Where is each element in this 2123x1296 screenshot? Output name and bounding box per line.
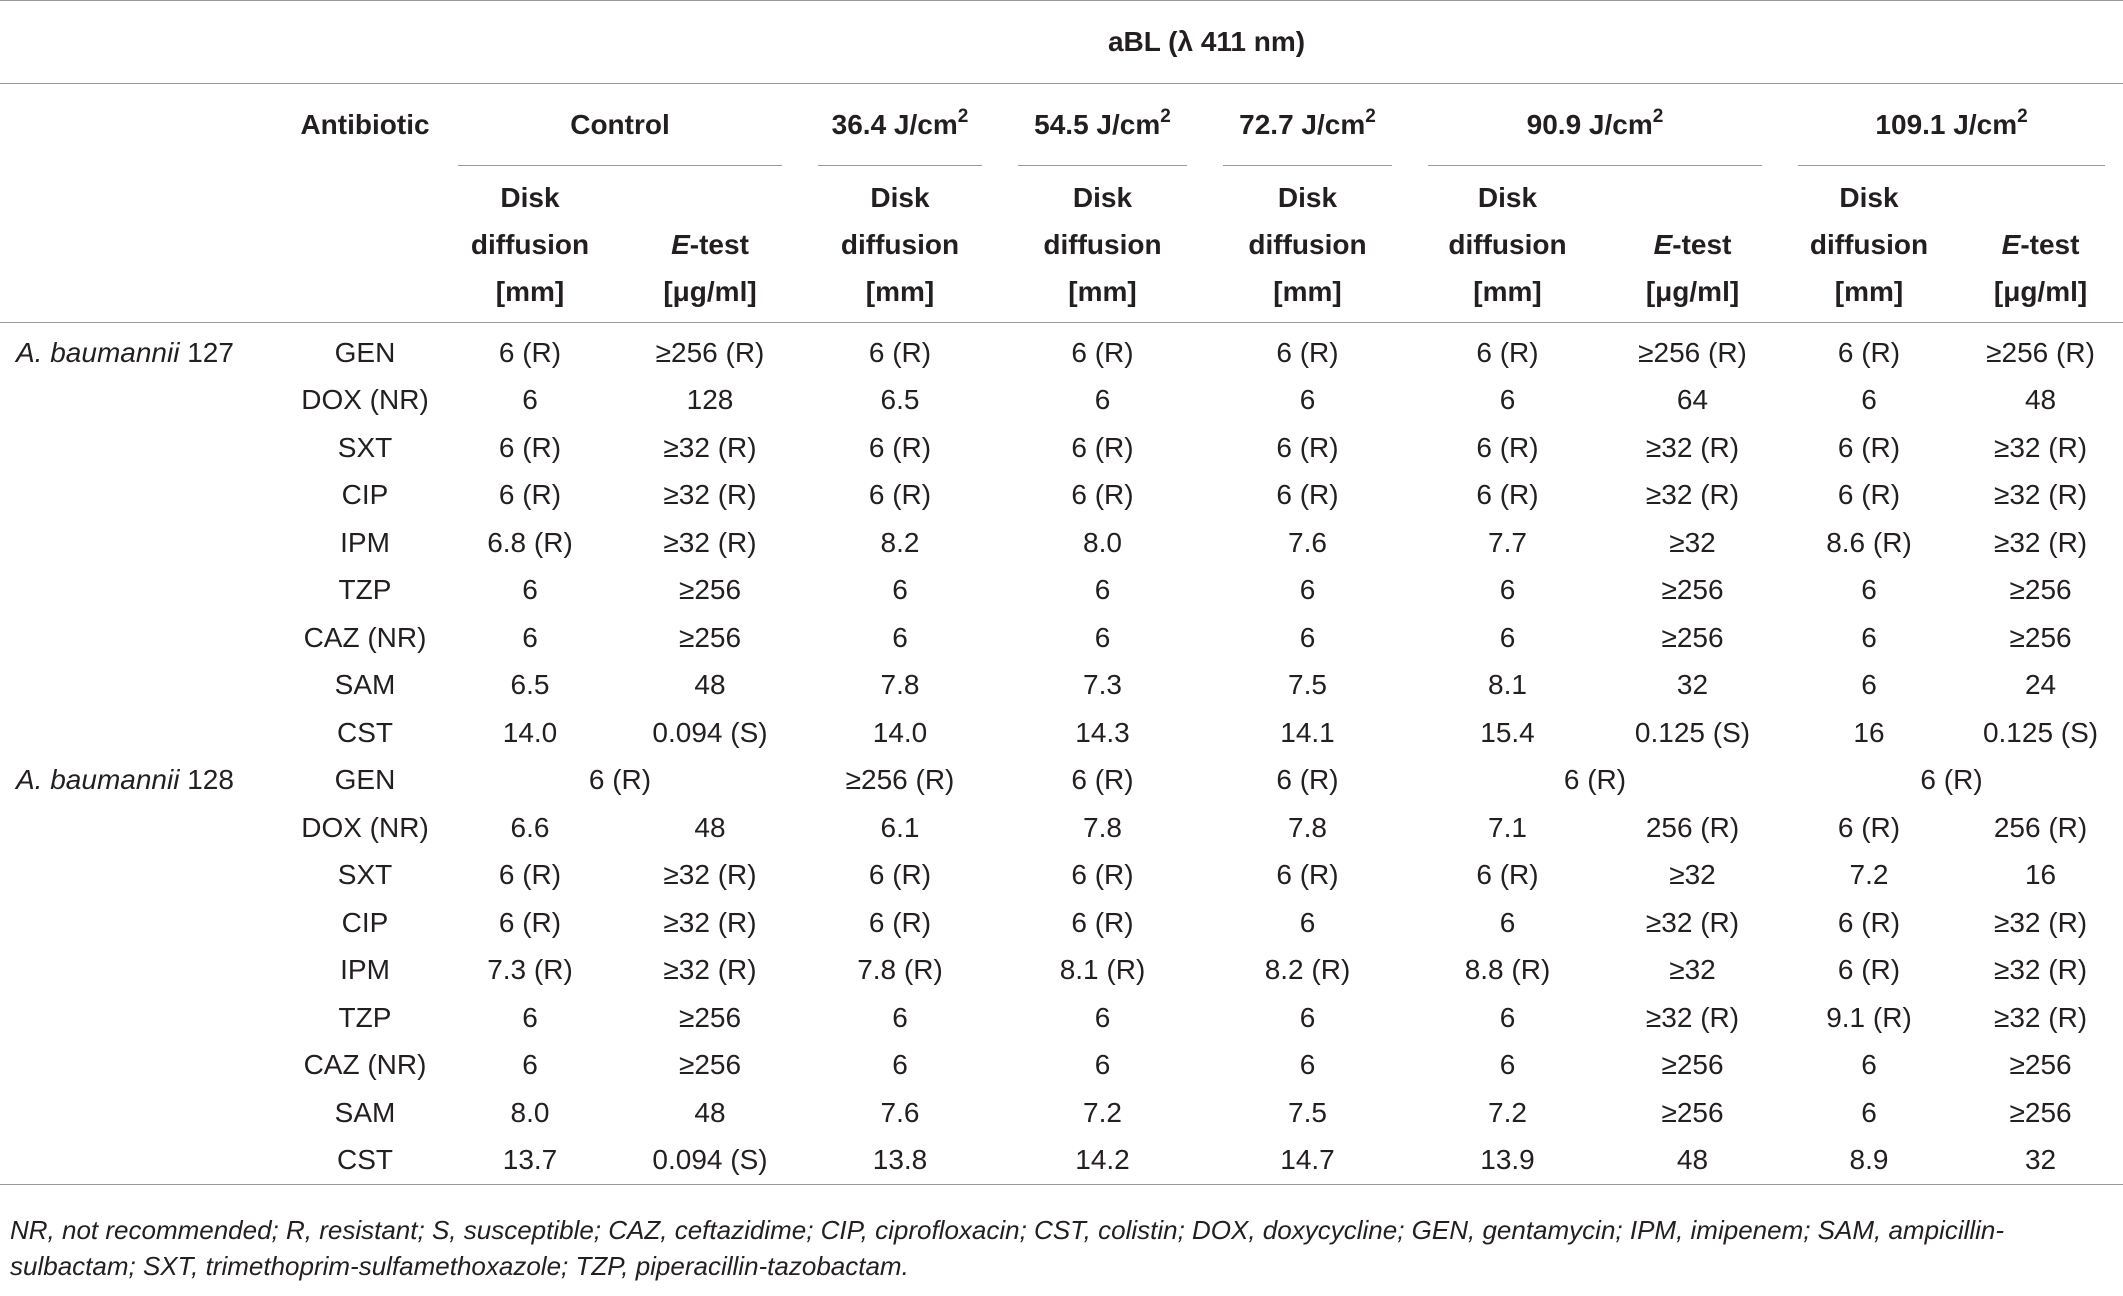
disk-diffusion-header: Disk diffusion [mm] bbox=[1205, 166, 1410, 323]
table-row bbox=[0, 804, 2123, 852]
table-cell: 6 (R) bbox=[1476, 479, 1539, 511]
empty-cell bbox=[0, 899, 290, 947]
table-cell: 7.6 bbox=[1288, 526, 1327, 558]
table-cell: 8.9 bbox=[1780, 1137, 1958, 1185]
table-cell: 6.1 bbox=[880, 811, 920, 843]
table-cell: 256 (R) bbox=[1645, 811, 1740, 843]
antibiotic-cell: GEN bbox=[334, 764, 396, 796]
table-row bbox=[0, 899, 2123, 947]
table-cell: 7.5 bbox=[1288, 1096, 1327, 1128]
table-cell: 7.6 bbox=[880, 1096, 920, 1128]
table-cell: ≥256 bbox=[678, 621, 742, 653]
table-row bbox=[0, 994, 2123, 1042]
table-cell: ≥256 bbox=[1661, 621, 1724, 653]
table-cell: ≥32 (R) bbox=[663, 526, 757, 558]
table-cell: 6 (R) bbox=[1476, 431, 1539, 463]
table-cell: 0.094 (S) bbox=[620, 1137, 800, 1185]
table-cell: 6 (R) bbox=[1276, 336, 1339, 368]
antibiotic-cell: CAZ (NR) bbox=[303, 621, 427, 653]
table-cell: 6 (R) bbox=[1837, 906, 1901, 938]
table-cell: 0.125 (S) bbox=[1982, 716, 2099, 748]
table-cell: 7.5 bbox=[1288, 669, 1327, 701]
empty-cell bbox=[0, 519, 290, 567]
antibiotic-cell: DOX (NR) bbox=[301, 384, 429, 416]
table-cell: 6 (R) bbox=[1837, 479, 1901, 511]
disk-diffusion-header: Disk diffusion [mm] bbox=[1780, 166, 1958, 323]
table-cell: ≥256 bbox=[1661, 574, 1724, 606]
table-cell: 6 bbox=[522, 384, 538, 416]
table-row bbox=[0, 1089, 2123, 1137]
e-test-header: E-test [μg/ml] bbox=[620, 166, 800, 323]
table-cell: 6 bbox=[1499, 384, 1516, 416]
table-cell: 7.2 bbox=[1083, 1096, 1122, 1128]
table-row bbox=[0, 662, 2123, 710]
table-cell: 6 bbox=[892, 1049, 908, 1081]
table-cell: 6 (R) bbox=[1476, 859, 1539, 891]
table-cell: 8.1 bbox=[1488, 669, 1527, 701]
table-cell: 6 (R) bbox=[1920, 764, 1983, 796]
antibiotic-header: Antibiotic bbox=[300, 109, 430, 140]
table-cell: 6 (R) bbox=[1276, 431, 1339, 463]
table-cell: 6 (R) bbox=[868, 431, 932, 463]
table-cell: 6 (R) bbox=[498, 859, 562, 891]
table-cell: 7.2 bbox=[1849, 859, 1889, 891]
e-test-header: E-test [μg/ml] bbox=[1958, 166, 2123, 323]
antibiotic-cell: SXT bbox=[337, 431, 393, 463]
table-cell: 6 bbox=[1299, 1001, 1316, 1033]
table-row bbox=[0, 1137, 2123, 1185]
table-cell: 6 bbox=[1499, 574, 1516, 606]
table-cell: 48 bbox=[694, 811, 726, 843]
table-cell: 6.5 bbox=[510, 669, 550, 701]
table-cell: ≥256 (R) bbox=[1638, 336, 1747, 368]
table-cell: 6 bbox=[1094, 384, 1111, 416]
table-cell: 6 bbox=[1299, 906, 1316, 938]
table-cell: 48 bbox=[694, 669, 726, 701]
empty-cell bbox=[0, 709, 290, 757]
table-cell: 16 bbox=[2024, 859, 2057, 891]
table-cell: ≥256 bbox=[1661, 1049, 1724, 1081]
table-row bbox=[0, 709, 2123, 757]
table-cell: 6 (R) bbox=[498, 906, 562, 938]
group-title: aBL (λ 411 nm) bbox=[290, 1, 2123, 84]
table-cell: 6.5 bbox=[880, 384, 920, 416]
disk-diffusion-header: Disk diffusion [mm] bbox=[1000, 166, 1205, 323]
table-cell: 6 (R) bbox=[1071, 859, 1134, 891]
table-cell: 8.2 (R) bbox=[1264, 954, 1351, 986]
table-cell: 6 (R) bbox=[498, 431, 562, 463]
table-cell: 6 bbox=[1499, 621, 1516, 653]
table-cell: 6 (R) bbox=[588, 764, 652, 796]
antibiotic-cell: CIP bbox=[341, 479, 389, 511]
table-cell: 8.8 (R) bbox=[1464, 954, 1551, 986]
table-cell: ≥32 (R) bbox=[1993, 906, 2088, 938]
table-cell: 6 (R) bbox=[498, 479, 562, 511]
table-cell: 6 bbox=[1861, 384, 1877, 416]
table-cell: 6 (R) bbox=[1563, 764, 1627, 796]
table-cell: 256 (R) bbox=[1993, 811, 2088, 843]
table-cell: 48 bbox=[1605, 1137, 1780, 1185]
table-cell: 6 (R) bbox=[868, 906, 932, 938]
table-row bbox=[0, 519, 2123, 567]
table-cell: 8.6 (R) bbox=[1826, 526, 1912, 558]
table-cell: 6.8 (R) bbox=[487, 526, 573, 558]
dose-header: 36.4 $J/cm^2$ bbox=[800, 84, 1000, 167]
table-cell: 8.0 bbox=[1083, 526, 1122, 558]
table-cell: 14.0 bbox=[872, 716, 928, 748]
table-cell: 6 bbox=[1094, 1001, 1111, 1033]
table-cell: 14.2 bbox=[1000, 1137, 1205, 1185]
table-cell: 6 bbox=[1094, 1049, 1111, 1081]
antibiotic-cell: IPM bbox=[340, 526, 390, 558]
table-row bbox=[0, 1042, 2123, 1090]
antibiotic-cell: CST bbox=[290, 1137, 440, 1185]
table-cell: 6 (R) bbox=[1837, 954, 1901, 986]
table-cell: 13.7 bbox=[440, 1137, 620, 1185]
table-cell: 13.9 bbox=[1410, 1137, 1605, 1185]
table-cell: 6.6 bbox=[510, 811, 550, 843]
table-cell: 6 bbox=[1094, 621, 1111, 653]
table-cell: 6 bbox=[1299, 574, 1316, 606]
table-cell: 6 bbox=[1499, 906, 1516, 938]
control-header: Control bbox=[440, 84, 800, 167]
disk-diffusion-header: Disk diffusion [mm] bbox=[440, 166, 620, 323]
table-cell: ≥32 (R) bbox=[1645, 431, 1740, 463]
empty-cell bbox=[0, 1089, 290, 1137]
table-cell: ≥256 (R) bbox=[1986, 336, 2095, 368]
table-cell: ≥256 bbox=[2009, 574, 2072, 606]
table-cell: 6 (R) bbox=[1276, 479, 1339, 511]
table-cell: 14.7 bbox=[1205, 1137, 1410, 1185]
table-cell: 0.125 (S) bbox=[1634, 716, 1751, 748]
table-cell: 6 (R) bbox=[1276, 859, 1339, 891]
table-cell: 6 (R) bbox=[1071, 431, 1134, 463]
antibiotic-cell: TZP bbox=[338, 1001, 392, 1033]
table-row bbox=[0, 757, 2123, 805]
dose-header: 54.5 $J/cm^2$ bbox=[1000, 84, 1205, 167]
table-cell: ≥256 bbox=[1661, 1096, 1724, 1128]
table-cell: 6 (R) bbox=[1071, 906, 1134, 938]
antibiotic-cell: SXT bbox=[337, 859, 393, 891]
antibiotic-cell: TZP bbox=[338, 574, 392, 606]
table-cell: 7.8 (R) bbox=[857, 954, 943, 986]
disk-diffusion-header: Disk diffusion [mm] bbox=[1410, 166, 1605, 323]
table-cell: 7.3 bbox=[1083, 669, 1122, 701]
table-cell: 7.3 (R) bbox=[487, 954, 573, 986]
strain-label: A. baumannii 127 bbox=[16, 336, 234, 368]
table-cell: 48 bbox=[2024, 384, 2057, 416]
empty-cell bbox=[0, 804, 290, 852]
table-cell: 6 (R) bbox=[1071, 764, 1134, 796]
dose-header: 90.9 $J/cm^2$ bbox=[1410, 84, 1780, 167]
table-cell: ≥256 bbox=[678, 574, 742, 606]
table-cell: 7.2 bbox=[1488, 1096, 1527, 1128]
table-cell: 6 bbox=[892, 1001, 908, 1033]
table-cell: 6 (R) bbox=[1276, 764, 1339, 796]
e-test-header: E-test [μg/ml] bbox=[1605, 166, 1780, 323]
table-cell: 6 (R) bbox=[1837, 811, 1901, 843]
table-cell: 6 bbox=[1299, 1049, 1316, 1081]
antibiotic-cell: CST bbox=[337, 716, 393, 748]
table-cell: ≥32 (R) bbox=[663, 479, 757, 511]
table-cell: 128 bbox=[686, 384, 734, 416]
table-cell: 6 (R) bbox=[498, 336, 562, 368]
disk-diffusion-header: Disk diffusion [mm] bbox=[800, 166, 1000, 323]
table-cell: ≥32 bbox=[1669, 954, 1716, 986]
table-cell: ≥32 (R) bbox=[1645, 479, 1740, 511]
table-cell: 16 bbox=[1853, 716, 1885, 748]
table-cell: ≥32 (R) bbox=[1993, 954, 2088, 986]
table-cell: 8.1 (R) bbox=[1059, 954, 1146, 986]
table-cell: 6 bbox=[892, 621, 908, 653]
table-cell: ≥32 bbox=[1669, 859, 1716, 891]
table-cell: 14.0 bbox=[502, 716, 558, 748]
table-cell: 7.8 bbox=[1288, 811, 1327, 843]
table-row bbox=[0, 472, 2123, 520]
table-cell: 6 bbox=[522, 621, 538, 653]
empty-cell bbox=[0, 377, 290, 425]
table-cell: 7.1 bbox=[1488, 811, 1527, 843]
table-cell: ≥32 (R) bbox=[1993, 479, 2088, 511]
antibiotic-cell: SAM bbox=[334, 1096, 396, 1128]
dose-header: 109.1 $J/cm^2$ bbox=[1780, 84, 2123, 167]
table-cell: 7.8 bbox=[1083, 811, 1122, 843]
table-cell: ≥256 bbox=[678, 1001, 742, 1033]
table-cell: 14.3 bbox=[1075, 716, 1130, 748]
table-cell: 6 bbox=[1861, 1049, 1877, 1081]
table-row bbox=[0, 852, 2123, 900]
table-cell: 15.4 bbox=[1480, 716, 1535, 748]
table-cell: 32 bbox=[1676, 669, 1709, 701]
empty-cell bbox=[0, 662, 290, 710]
table-cell: 6 (R) bbox=[1071, 336, 1134, 368]
table-cell: ≥32 bbox=[1669, 526, 1716, 558]
table-cell: ≥256 bbox=[678, 1049, 742, 1081]
table-cell: 24 bbox=[2024, 669, 2057, 701]
table-cell: 8.2 bbox=[880, 526, 920, 558]
table-cell: 6 bbox=[1299, 384, 1316, 416]
empty-cell bbox=[0, 567, 290, 615]
table-cell: 6 bbox=[1094, 574, 1111, 606]
table-cell: 9.1 (R) bbox=[1826, 1001, 1912, 1033]
table-cell: ≥32 (R) bbox=[663, 859, 757, 891]
empty-cell bbox=[0, 852, 290, 900]
table-cell: ≥256 bbox=[2009, 621, 2072, 653]
antibiotic-cell: GEN bbox=[334, 336, 396, 368]
empty-cell bbox=[0, 1042, 290, 1090]
table-cell: 13.8 bbox=[800, 1137, 1000, 1185]
table-row bbox=[0, 424, 2123, 472]
table-row bbox=[0, 323, 2123, 377]
table-cell: 6 (R) bbox=[1071, 479, 1134, 511]
table-cell: ≥32 (R) bbox=[1993, 1001, 2088, 1033]
table-cell: 6 (R) bbox=[1476, 336, 1539, 368]
table-cell: 6 bbox=[1861, 669, 1877, 701]
table-cell: 8.0 bbox=[510, 1096, 550, 1128]
table-cell: 0.094 (S) bbox=[652, 716, 768, 748]
table-cell: 6 bbox=[1499, 1001, 1516, 1033]
table-cell: ≥256 (R) bbox=[845, 764, 955, 796]
table-cell: 6 bbox=[1861, 1096, 1877, 1128]
table-cell: 6 bbox=[1299, 621, 1316, 653]
table-cell: 6 bbox=[522, 574, 538, 606]
table-cell: ≥256 bbox=[2009, 1096, 2072, 1128]
table-cell: 6 bbox=[892, 574, 908, 606]
empty-cell bbox=[0, 947, 290, 995]
table-cell: ≥32 (R) bbox=[1645, 1001, 1740, 1033]
table-cell: 6 (R) bbox=[1837, 431, 1901, 463]
table-cell: 7.8 bbox=[880, 669, 920, 701]
table-footnote: NR, not recommended; R, resistant; S, susceptible; CAZ, ceftazidime; CIP, ciprofloxacin; CST, colistin; DOX, doxycycline; GEN, gentamycin; IPM, imipenem; SAM, ampicillin-sulbactam; SXT, trimethoprim-sulfamethoxazole; TZP, piperacillin-tazobactam. bbox=[10, 1215, 2005, 1281]
table-cell: 6 (R) bbox=[868, 859, 932, 891]
empty-cell bbox=[0, 472, 290, 520]
table-cell: ≥256 bbox=[2009, 1049, 2072, 1081]
table-cell: 6 bbox=[1499, 1049, 1516, 1081]
table-cell: ≥32 (R) bbox=[663, 906, 757, 938]
dose-header: 72.7 $J/cm^2$ bbox=[1205, 84, 1410, 167]
empty-cell bbox=[0, 1137, 290, 1185]
table-cell: ≥32 (R) bbox=[1993, 431, 2088, 463]
table-cell: 7.7 bbox=[1488, 526, 1527, 558]
table-cell: 6 bbox=[1861, 574, 1877, 606]
table-row bbox=[0, 377, 2123, 425]
antibiotic-cell: CIP bbox=[341, 906, 389, 938]
table-cell: 6 bbox=[1861, 621, 1877, 653]
table-cell: 48 bbox=[694, 1096, 726, 1128]
table-cell: ≥32 (R) bbox=[1645, 906, 1740, 938]
empty-cell bbox=[0, 614, 290, 662]
empty-cell bbox=[0, 994, 290, 1042]
table-cell: ≥32 (R) bbox=[663, 431, 757, 463]
table-cell: 14.1 bbox=[1280, 716, 1335, 748]
table-cell: 64 bbox=[1676, 384, 1709, 416]
antibiotic-cell: DOX (NR) bbox=[301, 811, 429, 843]
table-row bbox=[0, 567, 2123, 615]
antibiotic-cell: CAZ (NR) bbox=[303, 1049, 427, 1081]
table-row bbox=[0, 947, 2123, 995]
table-cell: 6 bbox=[522, 1001, 538, 1033]
antibiotic-cell: IPM bbox=[340, 954, 390, 986]
antibiotic-cell: SAM bbox=[334, 669, 396, 701]
empty-cell bbox=[0, 424, 290, 472]
strain-label: A. baumannii 128 bbox=[16, 764, 234, 796]
table-cell: 6 (R) bbox=[1837, 336, 1901, 368]
table-cell: ≥32 (R) bbox=[663, 954, 757, 986]
table-cell: ≥256 (R) bbox=[655, 336, 765, 368]
table-row bbox=[0, 614, 2123, 662]
table-cell: ≥32 (R) bbox=[1993, 526, 2088, 558]
table-cell: 32 bbox=[1958, 1137, 2123, 1185]
table-cell: 6 bbox=[522, 1049, 538, 1081]
table-cell: 6 (R) bbox=[868, 336, 932, 368]
table-cell: 6 (R) bbox=[868, 479, 932, 511]
